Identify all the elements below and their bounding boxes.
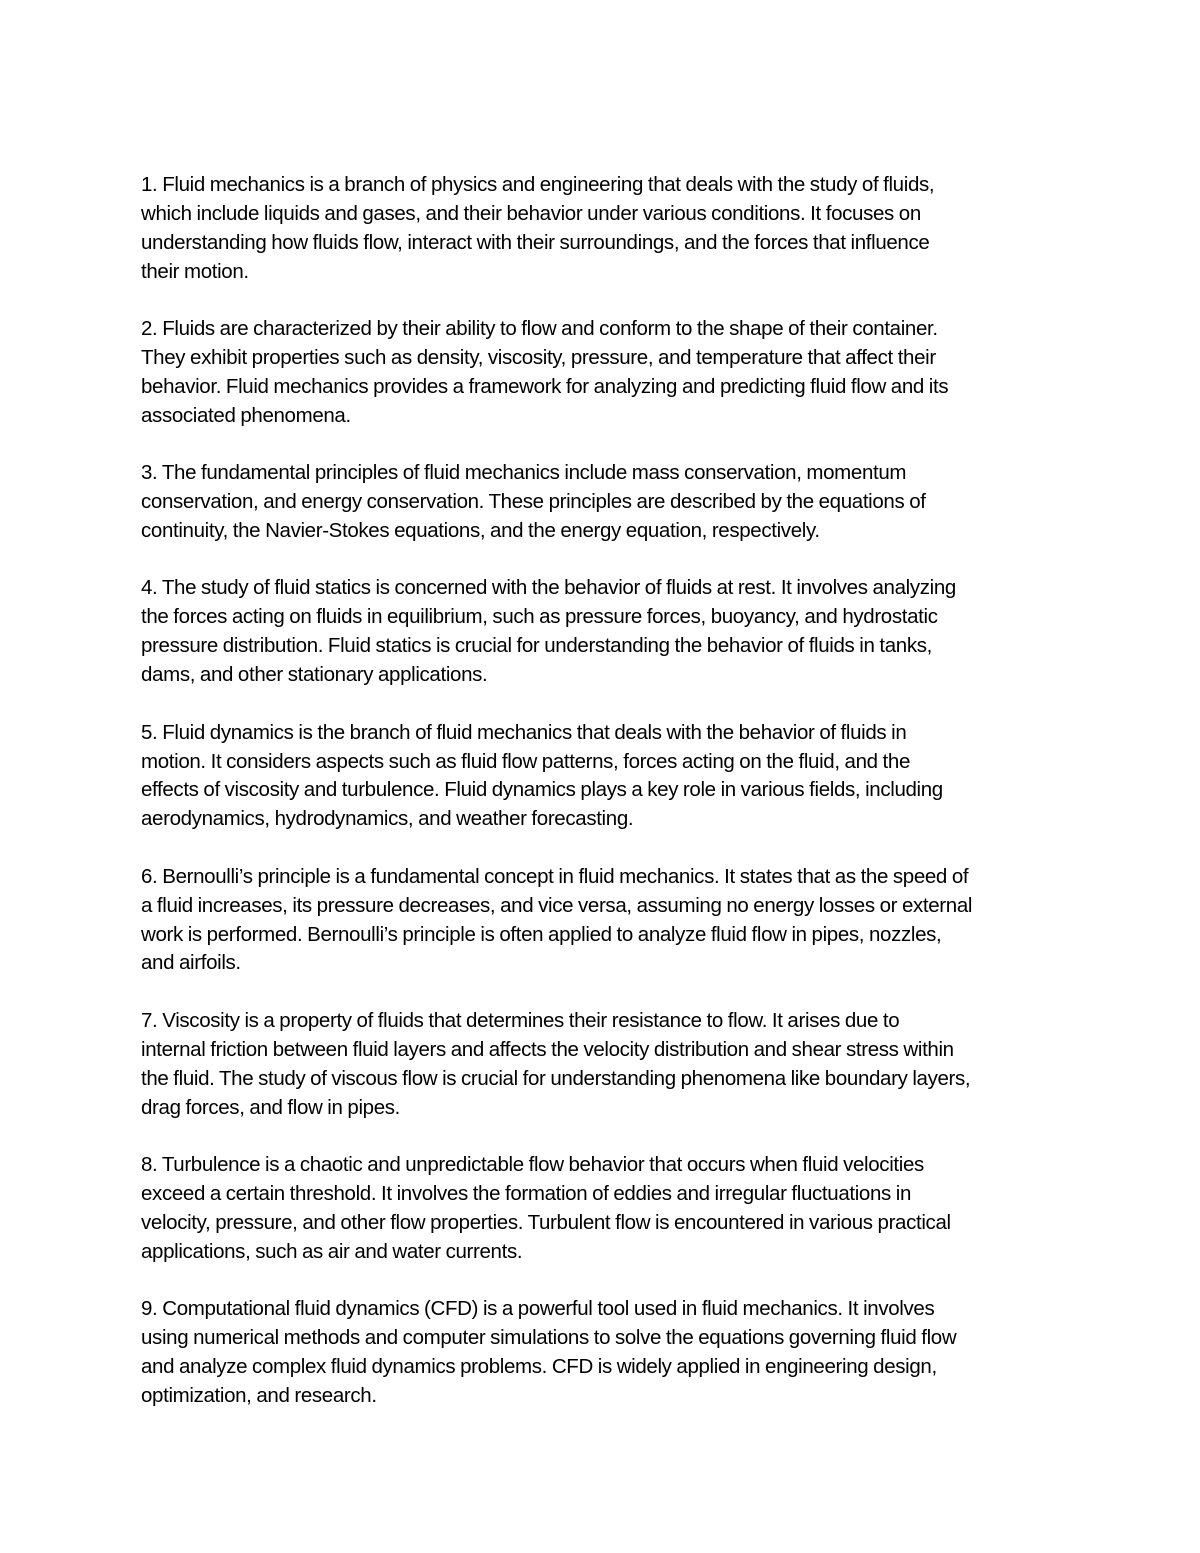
paragraph-line: and airfoils. — [141, 951, 241, 975]
paragraph-1 — [141, 171, 1071, 287]
paragraph-line: exceed a certain threshold. It involves the formation of eddies and irregular fluctuations in — [141, 1181, 912, 1205]
paragraph-line: understanding how fluids flow, interact with their surroundings, and the forces that influence — [141, 230, 930, 254]
paragraph-line: 7. Viscosity is a property of fluids that determines their resistance to flow. It arises due to — [141, 1008, 900, 1032]
paragraph-line: work is performed. Bernoulli’s principle is often applied to analyze fluid flow in pipes, nozzles, — [141, 922, 942, 946]
paragraph-line: effects of viscosity and turbulence. Fluid dynamics plays a key role in various fields, including — [141, 778, 943, 802]
paragraph-line: 3. The fundamental principles of fluid mechanics include mass conservation, momentum — [141, 461, 907, 485]
paragraph-line: They exhibit properties such as density, viscosity, pressure, and temperature that affect their — [141, 346, 936, 370]
paragraph-3 — [141, 459, 1071, 546]
paragraph-8 — [141, 1151, 1071, 1267]
paragraph-5 — [141, 719, 1071, 835]
paragraph-line: drag forces, and flow in pipes. — [141, 1095, 400, 1119]
paragraph-line: 4. The study of fluid statics is concerned with the behavior of fluids at rest. It involves analyzing — [141, 576, 956, 600]
paragraph-line: 6. Bernoulli’s principle is a fundamental concept in fluid mechanics. It states that as the speed of — [141, 864, 969, 888]
paragraph-line: 8. Turbulence is a chaotic and unpredictable flow behavior that occurs when fluid velocities — [141, 1152, 924, 1176]
paragraph-line: 1. Fluid mechanics is a branch of physics and engineering that deals with the study of fluids, — [141, 173, 935, 196]
paragraph-line: continuity, the Navier-Stokes equations, and the energy equation, respectively. — [141, 519, 820, 543]
paragraph-line: velocity, pressure, and other flow properties. Turbulent flow is encountered in various practical — [141, 1210, 951, 1234]
paragraph-7 — [141, 1007, 1071, 1123]
paragraph-line: pressure distribution. Fluid statics is crucial for understanding the behavior of fluids in tanks, — [141, 634, 933, 658]
paragraph-line: behavior. Fluid mechanics provides a framework for analyzing and predicting fluid flow and its — [141, 374, 949, 398]
document-body — [141, 171, 1071, 1439]
paragraph-9 — [141, 1295, 1071, 1411]
paragraph-4 — [141, 574, 1071, 690]
paragraph-line: 9. Computational fluid dynamics (CFD) is a powerful tool used in fluid mechanics. It involves — [141, 1297, 935, 1321]
paragraph-line: motion. It considers aspects such as fluid flow patterns, forces acting on the fluid, and the — [141, 749, 911, 773]
paragraph-2 — [141, 315, 1071, 431]
paragraph-line: which include liquids and gases, and their behavior under various conditions. It focuses on — [141, 201, 921, 225]
paragraph-line: the forces acting on fluids in equilibrium, such as pressure forces, buoyancy, and hydrostatic — [141, 605, 938, 629]
paragraph-line: the fluid. The study of viscous flow is crucial for understanding phenomena like boundary layers, — [141, 1066, 971, 1090]
paragraph-line: applications, such as air and water currents. — [141, 1239, 523, 1263]
paragraph-line: conservation, and energy conservation. These principles are described by the equations of — [141, 490, 926, 514]
paragraph-line: 2. Fluids are characterized by their ability to flow and conform to the shape of their container. — [141, 317, 938, 341]
paragraph-line: their motion. — [141, 259, 249, 283]
paragraph-line: associated phenomena. — [141, 403, 351, 427]
paragraph-line: using numerical methods and computer simulations to solve the equations governing fluid flow — [141, 1326, 957, 1349]
paragraph-line: aerodynamics, hydrodynamics, and weather forecasting. — [141, 807, 634, 831]
paragraph-line: a fluid increases, its pressure decreases, and vice versa, assuming no energy losses or external — [141, 893, 973, 917]
paragraph-line: 5. Fluid dynamics is the branch of fluid mechanics that deals with the behavior of fluids in — [141, 720, 907, 744]
paragraph-line: internal friction between fluid layers and affects the velocity distribution and shear stress within — [141, 1037, 954, 1061]
paragraph-line: dams, and other stationary applications. — [141, 663, 488, 687]
paragraph-line: optimization, and research. — [141, 1383, 377, 1407]
paragraph-6 — [141, 863, 1071, 979]
paragraph-line: and analyze complex fluid dynamics problems. CFD is widely applied in engineering design, — [141, 1354, 937, 1378]
